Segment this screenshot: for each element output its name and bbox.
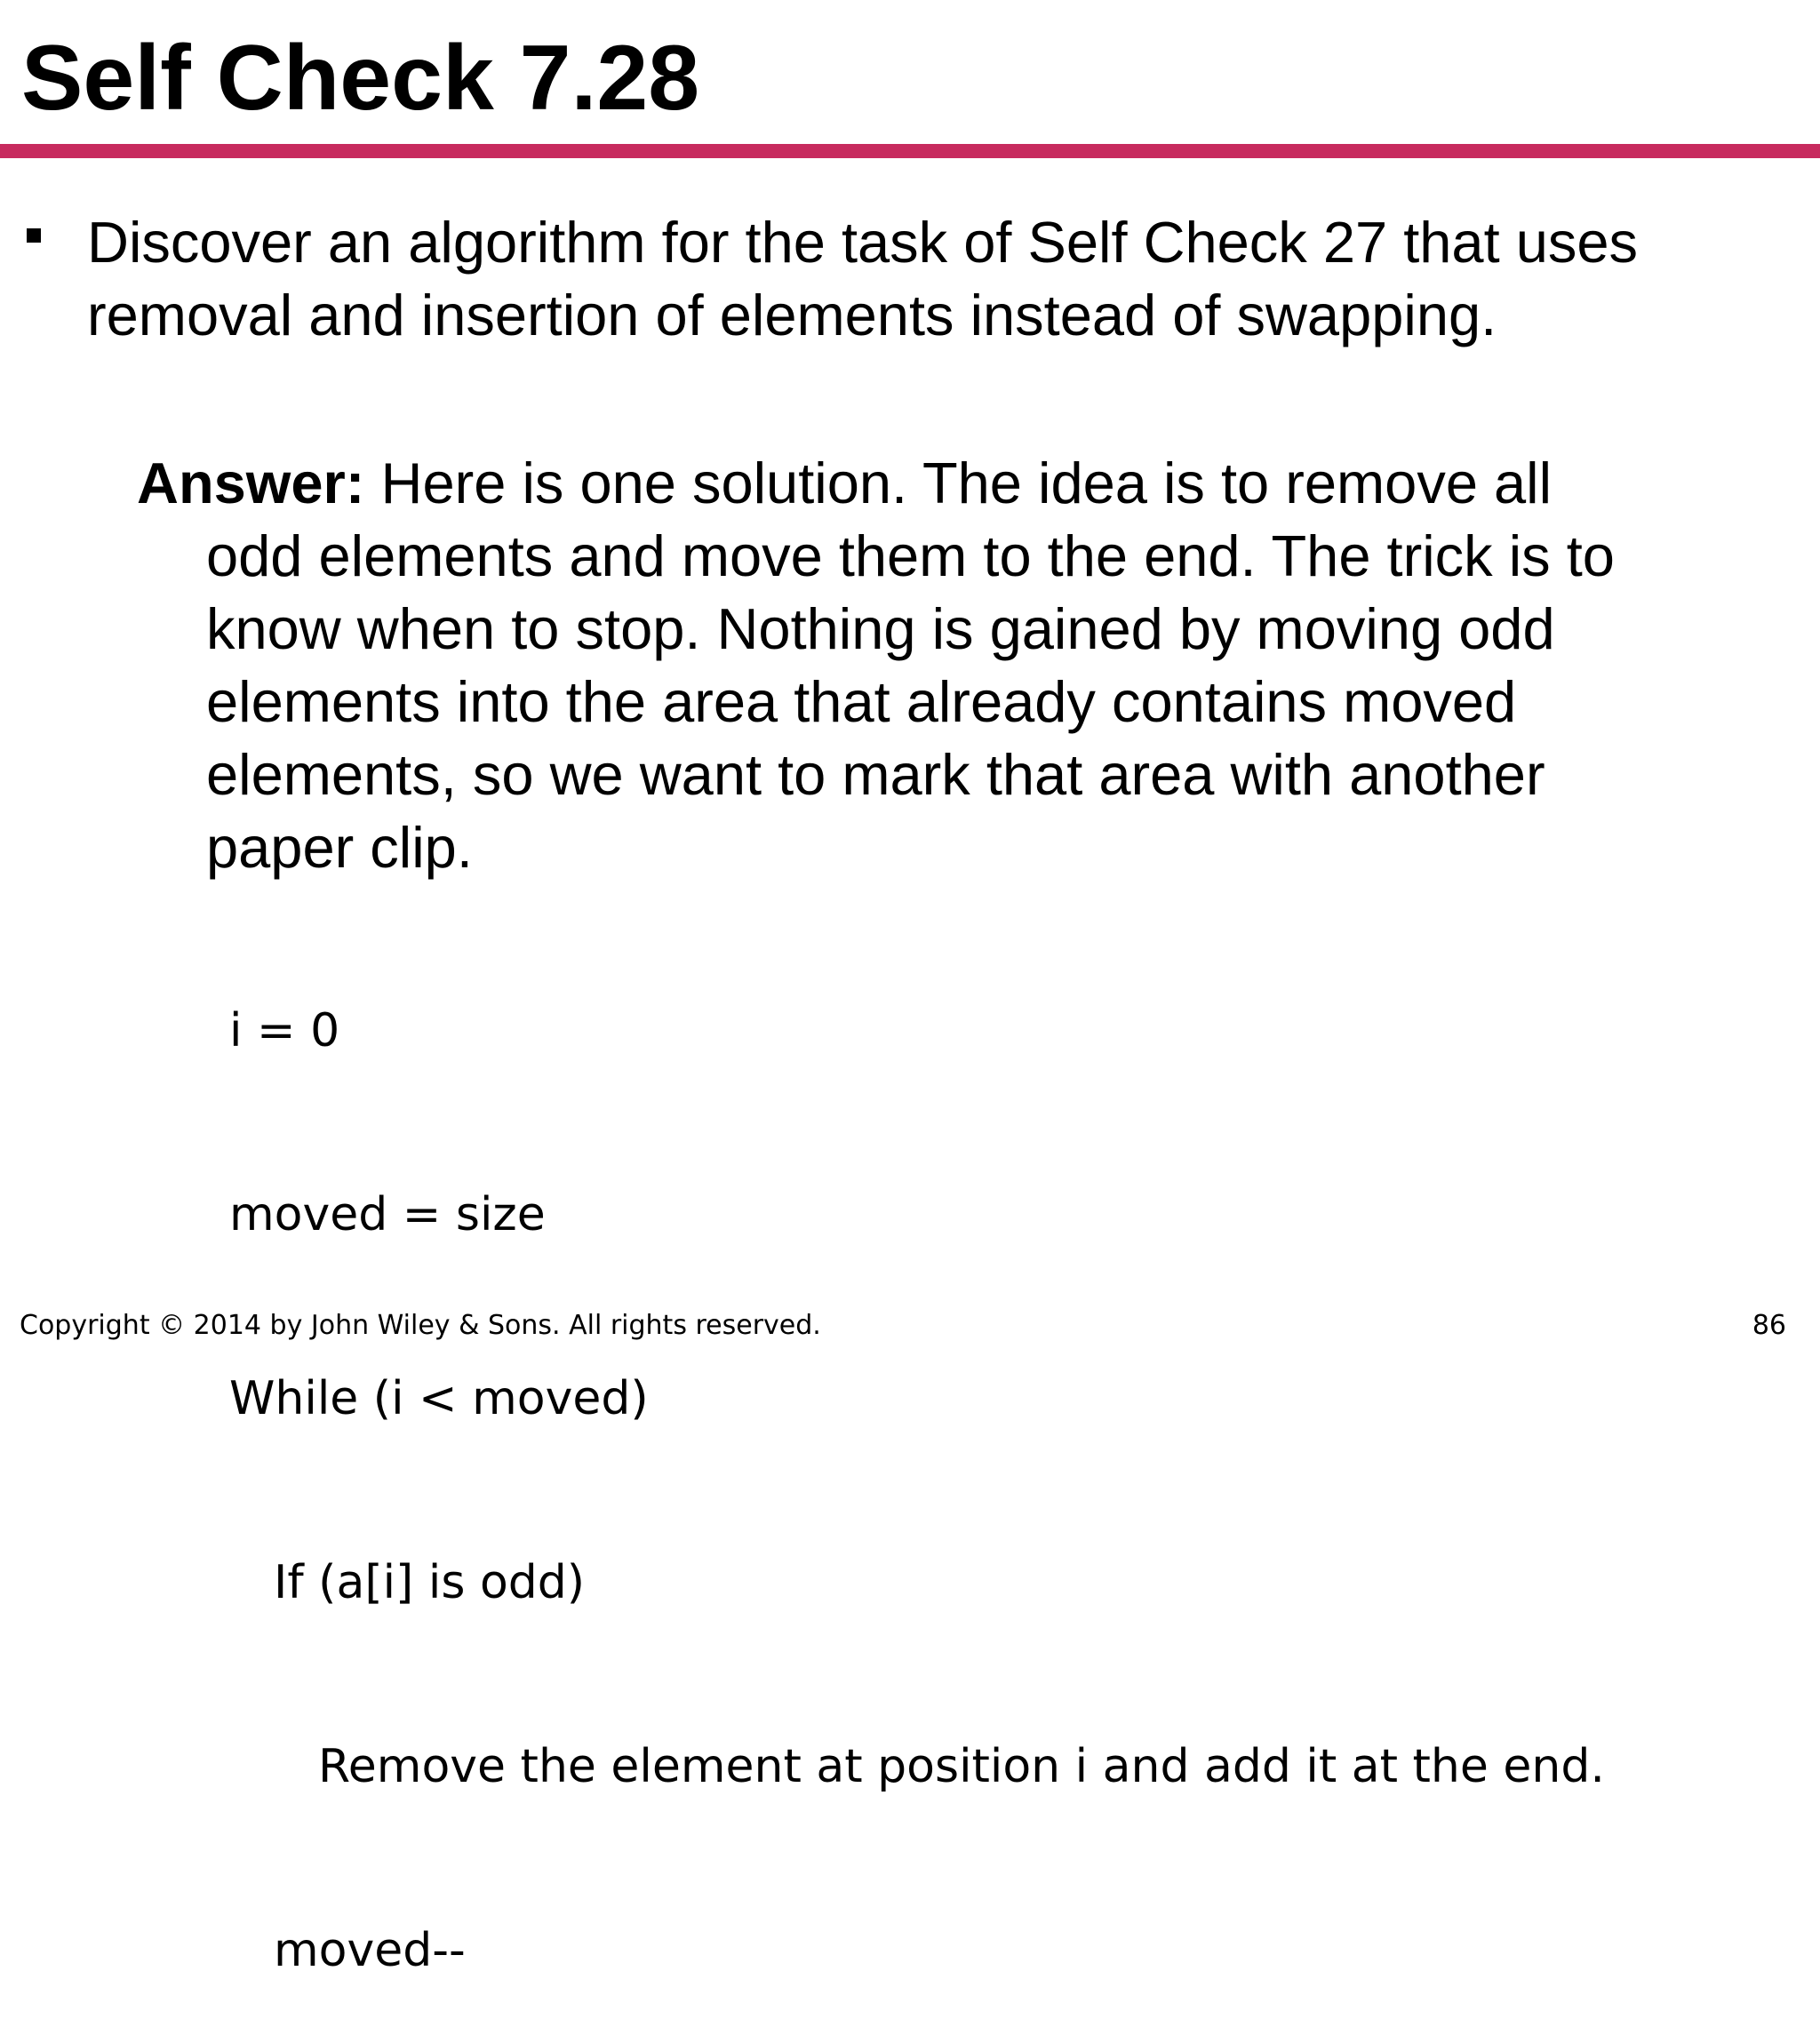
- pseudocode-line: Remove the element at position i and add it at the end.: [318, 1740, 1605, 1793]
- answer-block: [137, 447, 1736, 884]
- footer-copyright: Copyright © 2014 by John Wiley & Sons. All rights reserved.: [20, 1310, 821, 1341]
- answer-line: odd elements and move them to the end. The trick is to: [206, 523, 1615, 588]
- answer-first-line: [137, 447, 1736, 520]
- square-bullet-icon: [27, 228, 41, 243]
- slide-title: Self Check 7.28: [21, 27, 700, 130]
- bullet-line: Discover an algorithm for the task of Self Check 27 that uses: [87, 210, 1639, 275]
- answer-label: Answer:: [137, 451, 365, 515]
- pseudocode-line: i = 0: [229, 1004, 340, 1057]
- answer-line: paper clip.: [206, 815, 473, 880]
- pseudocode-line: If (a[i] is odd): [274, 1556, 586, 1609]
- answer-line: know when to stop. Nothing is gained by moving odd: [206, 596, 1555, 661]
- title-divider: [0, 144, 1820, 158]
- answer-line: elements, so we want to mark that area with another: [206, 742, 1545, 807]
- pseudocode-line: moved = size: [229, 1188, 546, 1241]
- bullet-line: removal and insertion of elements instead of swapping.: [87, 283, 1497, 347]
- answer-line: elements into the area that already contains moved: [206, 669, 1517, 734]
- page-number: 86: [1752, 1310, 1786, 1341]
- answer-line: Here is one solution. The idea is to remove all: [364, 451, 1553, 515]
- bullet-question: [87, 206, 1776, 352]
- pseudocode-line: moved--: [274, 1924, 466, 1977]
- pseudocode-block: [229, 878, 1605, 2043]
- pseudocode-line: While (i < moved): [229, 1372, 649, 1425]
